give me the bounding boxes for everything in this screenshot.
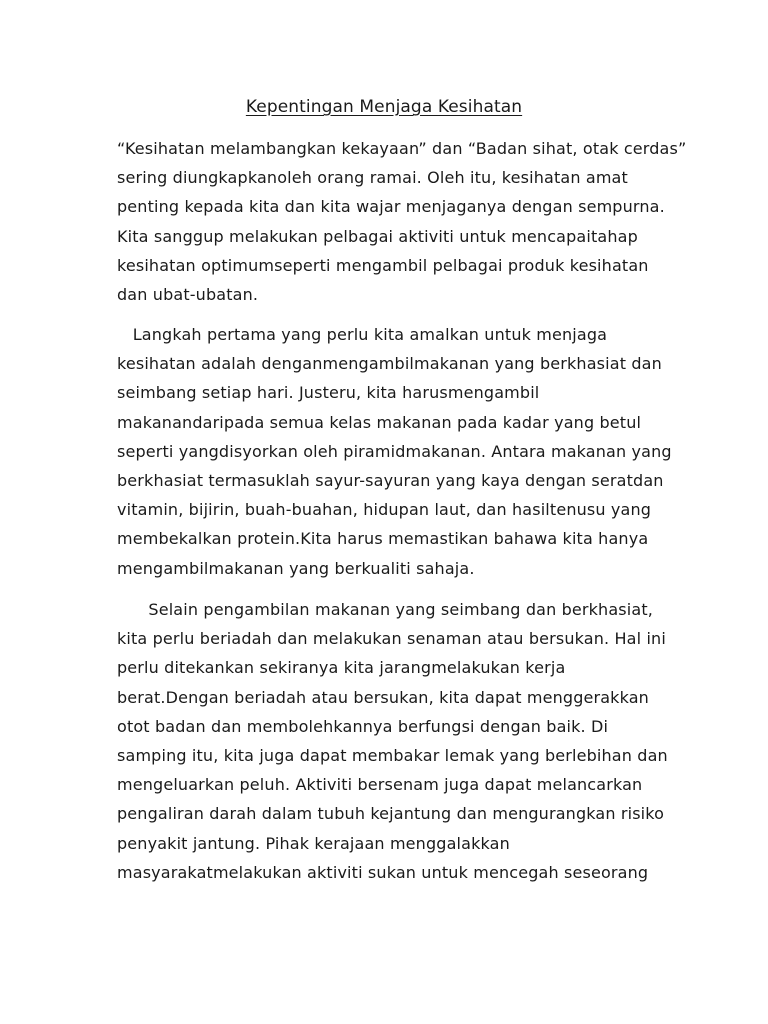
text-line: Langkah pertama yang perlu kita amalkan untuk menjaga — [117, 325, 608, 344]
text-line: berat.Dengan beriadah atau bersukan, kita dapat menggerakkan — [117, 687, 649, 707]
text-line: membekalkan protein.Kita harus memastikan bahawa kita hanya — [117, 529, 649, 549]
text-line: perlu ditekankan sekiranya kita jarangmelakukan kerja — [117, 658, 566, 678]
paragraph-3 — [117, 595, 677, 887]
text-line: dan ubat-ubatan. — [117, 284, 259, 304]
text-line: otot badan dan membolehkannya berfungsi dengan baik. Di — [117, 716, 609, 736]
text-line: penyakit jantung. Pihak kerajaan menggalakkan — [117, 833, 510, 853]
text-line: “Kesihatan melambangkan kekayaan” dan “Badan sihat, otak cerdas” — [117, 139, 687, 158]
text-line: kita perlu beriadah dan melakukan senaman atau bersukan. Hal ini — [117, 629, 666, 649]
text-line: vitamin, bijirin, buah-buahan, hidupan laut, dan hasiltenusu yang — [117, 500, 652, 520]
text-line: sering diungkapkanoleh orang ramai. Oleh itu, kesihatan amat — [117, 168, 628, 188]
document-title: Kepentingan Menjaga Kesihatan — [245, 97, 523, 117]
text-line: samping itu, kita juga dapat membakar lemak yang berlebihan dan — [117, 745, 668, 765]
text-line: Kita sanggup melakukan pelbagai aktiviti untuk mencapaitahap — [117, 226, 638, 246]
text-line: kesihatan adalah denganmengambilmakanan yang berkhasiat dan — [117, 354, 662, 374]
text-line: kesihatan optimumseperti mengambil pelbagai produk kesihatan — [117, 255, 649, 275]
text-line: makanandaripada semua kelas makanan pada kadar yang betul — [117, 412, 642, 432]
text-line: masyarakatmelakukan aktiviti sukan untuk mencegah seseorang — [117, 862, 649, 882]
paragraph-1 — [117, 134, 687, 309]
text-line: Selain pengambilan makanan yang seimbang dan berkhasiat, — [117, 600, 653, 619]
text-line: mengambilmakanan yang berkualiti sahaja. — [117, 558, 475, 578]
text-line: mengeluarkan peluh. Aktiviti bersenam juga dapat melancarkan — [117, 775, 643, 795]
paragraph-2 — [117, 320, 677, 583]
text-line: penting kepada kita dan kita wajar menjaganya dengan sempurna. — [117, 197, 665, 217]
text-line: berkhasiat termasuklah sayur-sayuran yang kaya dengan seratdan — [117, 470, 664, 490]
text-line: seimbang setiap hari. Justeru, kita harusmengambil — [117, 383, 540, 403]
text-line: pengaliran darah dalam tubuh kejantung dan mengurangkan risiko — [117, 804, 665, 824]
text-line: seperti yangdisyorkan oleh piramidmakanan. Antara makanan yang — [117, 441, 672, 461]
